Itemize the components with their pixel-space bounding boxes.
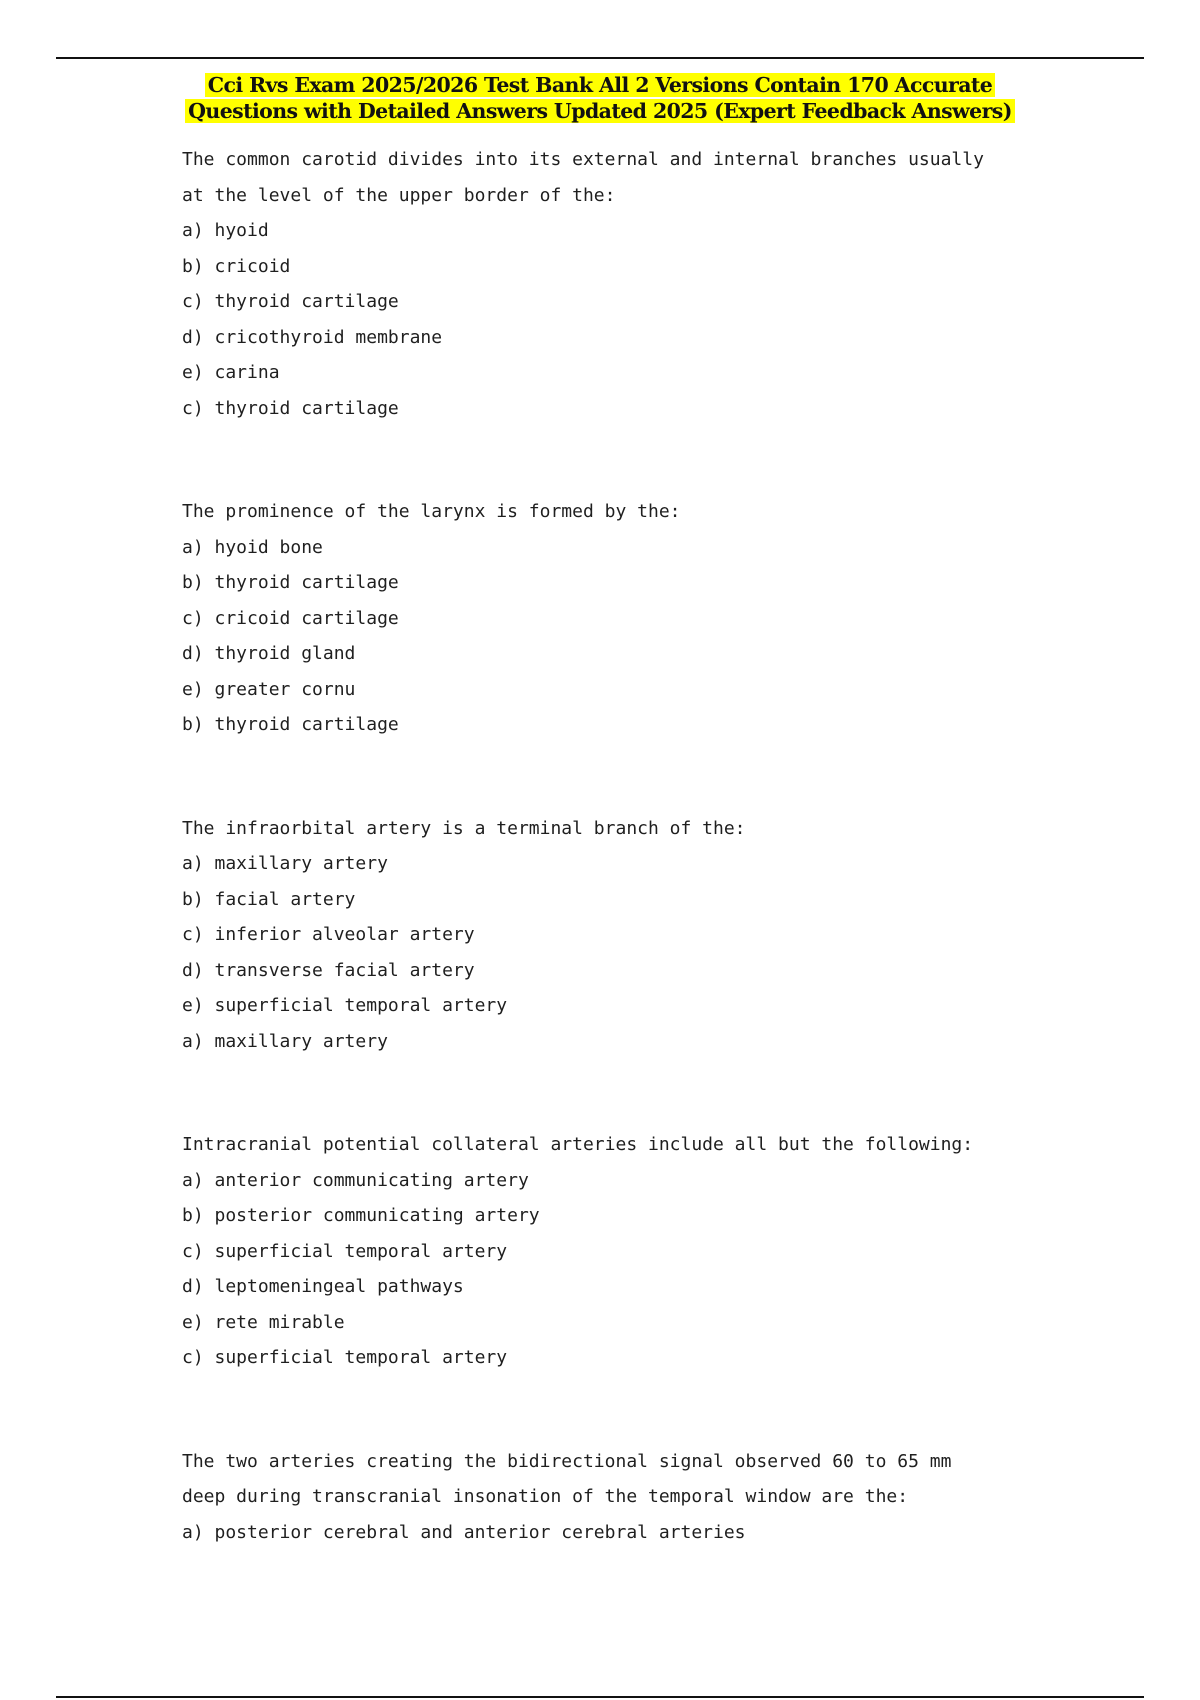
- question-block: [182, 494, 1082, 743]
- answer-option: a) anterior communicating artery: [182, 1169, 529, 1191]
- bottom-rule: [56, 1696, 1144, 1698]
- answer-option: c) superficial temporal artery: [182, 1240, 508, 1262]
- correct-answer: c) thyroid cartilage: [182, 397, 399, 419]
- correct-answer: b) thyroid cartilage: [182, 714, 399, 735]
- question-list: [182, 142, 1082, 1618]
- document-title: [0, 72, 1200, 124]
- answer-option: d) transverse facial artery: [182, 959, 475, 981]
- question-stem-line: at the level of the upper border of the:: [182, 184, 616, 206]
- title-line-2: Questions with Detailed Answers Updated 2025 (Expert Feedback Answers): [185, 99, 1015, 123]
- answer-option: b) cricoid: [182, 255, 291, 277]
- answer-option: d) leptomeningeal pathways: [182, 1276, 464, 1297]
- answer-option: c) inferior alveolar artery: [182, 924, 475, 945]
- answer-option: d) cricothyroid membrane: [182, 326, 443, 348]
- question-block: [182, 1127, 1082, 1376]
- answer-option: e) rete mirable: [182, 1311, 345, 1333]
- answer-option: c) thyroid cartilage: [182, 291, 399, 312]
- question-stem-line: The prominence of the larynx is formed by the:: [182, 501, 681, 522]
- answer-option: b) facial artery: [182, 888, 356, 910]
- question-stem-line: Intracranial potential collateral arteries include all but the following:: [182, 1134, 974, 1155]
- answer-option: b) posterior communicating artery: [182, 1205, 540, 1226]
- question-block: [182, 1444, 1082, 1551]
- question-block: [182, 142, 1082, 426]
- answer-option: e) carina: [182, 362, 280, 383]
- question-stem-line: The infraorbital artery is a terminal branch of the:: [182, 817, 746, 839]
- answer-option: a) maxillary artery: [182, 853, 388, 874]
- question-stem-line: deep during transcranial insonation of the temporal window are the:: [182, 1486, 909, 1507]
- correct-answer: a) maxillary artery: [182, 1030, 388, 1052]
- answer-option: d) thyroid gland: [182, 643, 356, 664]
- answer-option: a) posterior cerebral and anterior cerebral arteries: [182, 1521, 746, 1543]
- top-rule: [56, 57, 1144, 59]
- answer-option: c) cricoid cartilage: [182, 607, 399, 629]
- answer-option: e) greater cornu: [182, 678, 356, 700]
- answer-option: a) hyoid bone: [182, 536, 323, 558]
- correct-answer: c) superficial temporal artery: [182, 1347, 508, 1368]
- answer-option: b) thyroid cartilage: [182, 572, 399, 593]
- answer-option: a) hyoid: [182, 220, 269, 241]
- question-stem-line: The common carotid divides into its external and internal branches usually: [182, 149, 984, 170]
- question-stem-line: The two arteries creating the bidirectional signal observed 60 to 65 mm: [182, 1450, 952, 1472]
- title-line-1: Cci Rvs Exam 2025/2026 Test Bank All 2 Versions Contain 170 Accurate: [205, 73, 995, 97]
- answer-option: e) superficial temporal artery: [182, 995, 508, 1016]
- question-block: [182, 811, 1082, 1060]
